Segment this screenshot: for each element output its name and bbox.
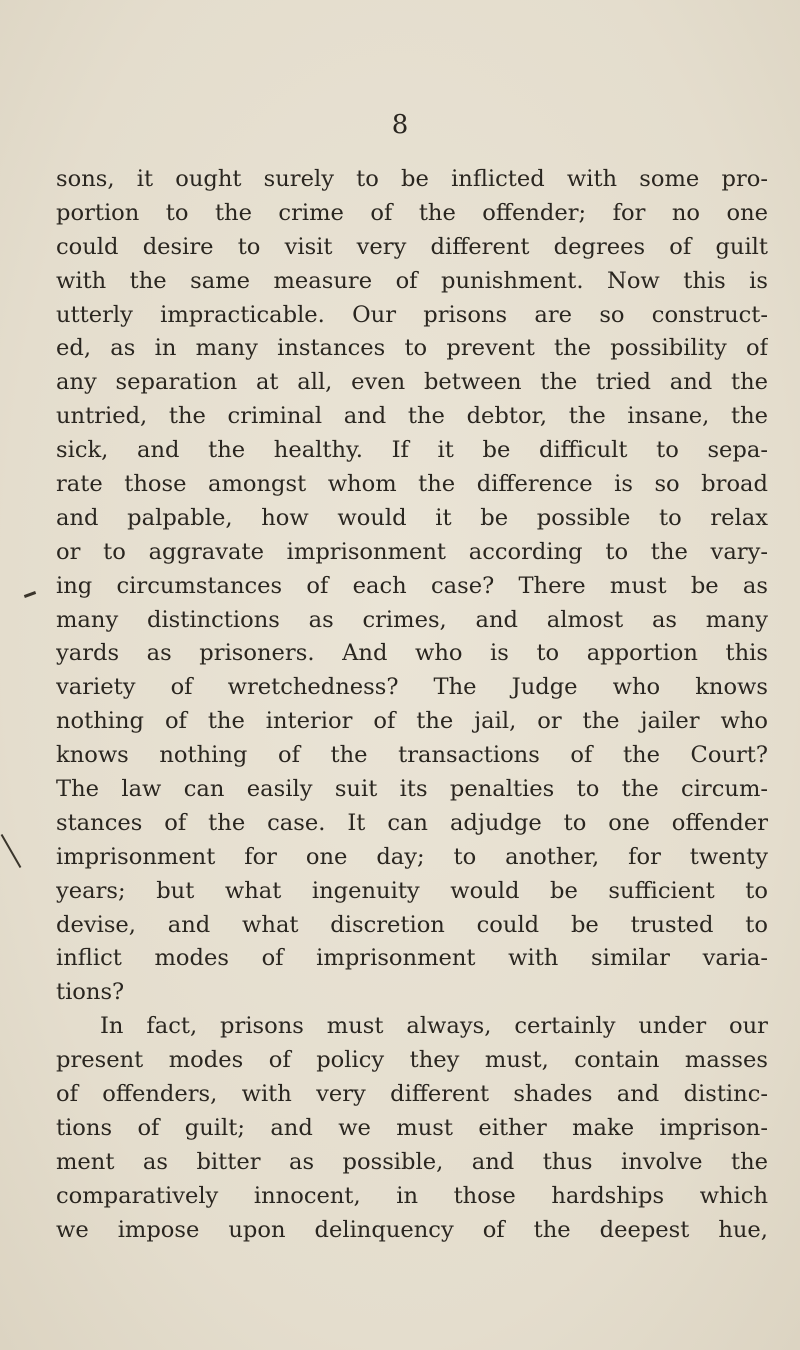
text-line: untried, the criminal and the debtor, the insane, the	[56, 403, 768, 430]
text-line: sons, it ought surely to be inflicted with some pro-	[56, 166, 768, 192]
text-line: could desire to visit very different degrees of guilt	[56, 233, 768, 260]
text-line: imprisonment for one day; to another, for twenty	[56, 843, 768, 870]
text-line: inflict modes of imprisonment with similar varia-	[56, 945, 768, 972]
margin-mark	[24, 591, 36, 598]
text-line: or to aggravate imprisonment according to the vary-	[56, 538, 768, 565]
text-line: In fact, prisons must always, certainly under our	[100, 1013, 768, 1040]
page-number: 8	[391, 110, 409, 140]
text-line: yards as prisoners. And who is to apportion this	[56, 640, 768, 667]
margin-mark	[1, 834, 22, 868]
text-line: utterly impracticable. Our prisons are so construct-	[56, 301, 768, 328]
text-line: The law can easily suit its penalties to the circum-	[56, 776, 768, 803]
text-line: ed, as in many instances to prevent the possibility of	[56, 335, 768, 362]
text-line: tions of guilt; and we must either make imprison-	[56, 1114, 768, 1141]
text-line: ment as bitter as possible, and thus involve the	[56, 1148, 768, 1175]
text-line: rate those amongst whom the difference is so broad	[56, 471, 768, 498]
body-text	[56, 163, 768, 1248]
text-line: of offenders, with very different shades and distinc-	[56, 1081, 768, 1108]
text-line: sick, and the healthy. If it be difficult to sepa-	[56, 437, 768, 464]
text-line: tions?	[56, 979, 125, 1006]
text-line: any separation at all, even between the tried and the	[56, 369, 768, 396]
text-line: nothing of the interior of the jail, or the jailer who	[56, 708, 768, 735]
text-line: knows nothing of the transactions of the Court?	[56, 742, 768, 769]
text-line: stances of the case. It can adjudge to one offender	[56, 809, 768, 836]
text-line: and palpable, how would it be possible to relax	[56, 504, 768, 531]
text-line: devise, and what discretion could be trusted to	[56, 911, 768, 938]
text-line: comparatively innocent, in those hardships which	[56, 1182, 768, 1209]
text-line: years; but what ingenuity would be sufficient to	[56, 877, 768, 904]
text-line: portion to the crime of the offender; for no one	[56, 199, 768, 226]
text-line: with the same measure of punishment. Now this is	[56, 267, 768, 294]
text-line: present modes of policy they must, contain masses	[56, 1047, 768, 1074]
text-line: we impose upon delinquency of the deepest hue,	[56, 1216, 768, 1243]
text-line: many distinctions as crimes, and almost as many	[56, 606, 768, 633]
text-line: variety of wretchedness? The Judge who knows	[56, 674, 768, 701]
text-line: ing circumstances of each case? There must be as	[56, 572, 768, 599]
